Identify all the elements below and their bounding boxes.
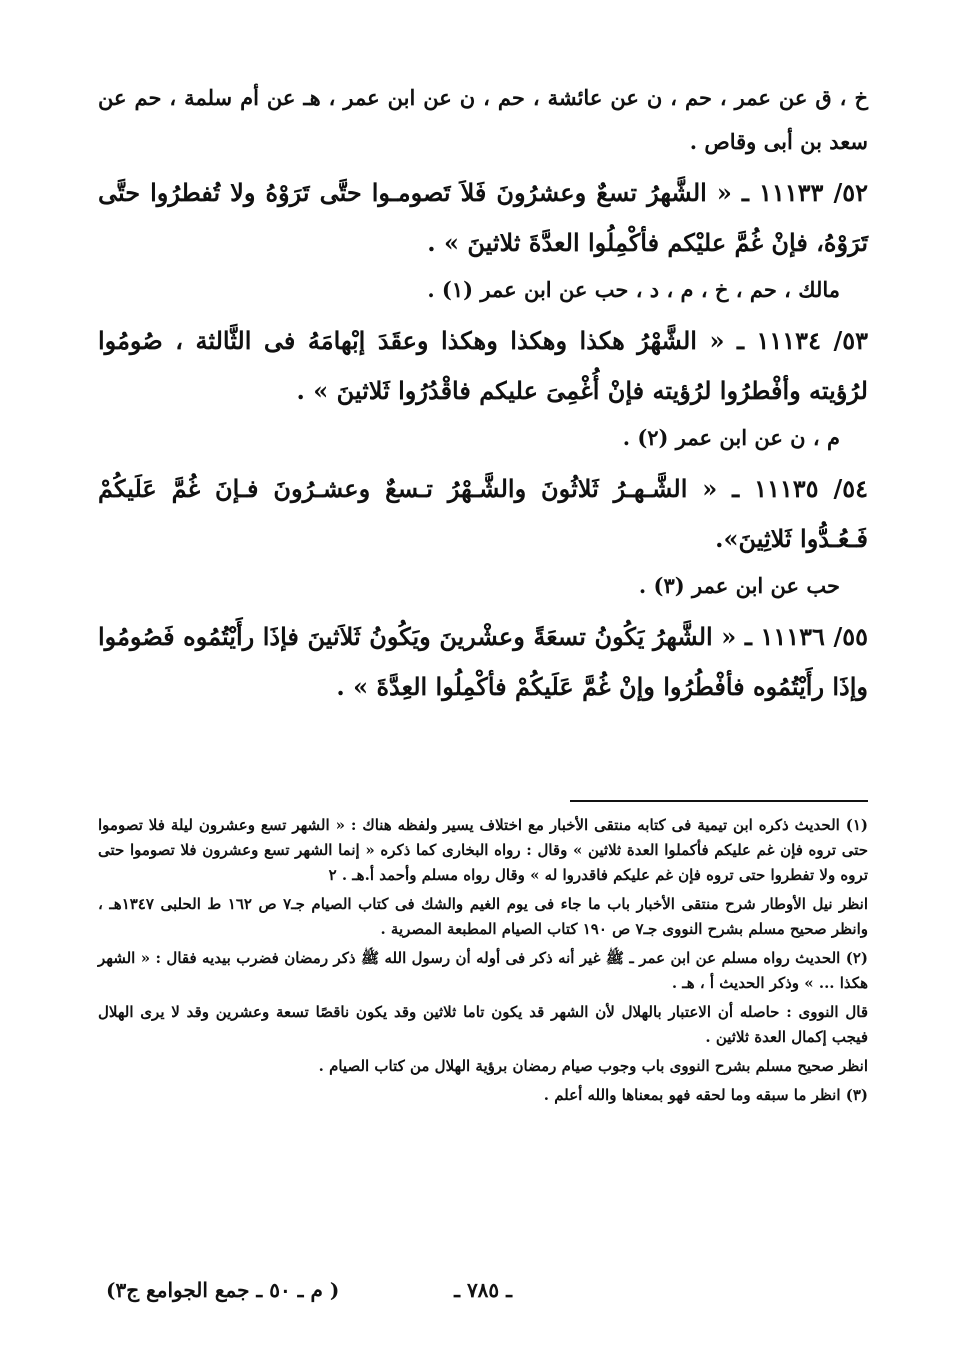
source-paragraph-1: خ ، ق عن عمر ، حم ، ن عن عائشة ، حم ، ن عن ابن عمر ، هـ عن أم سلمة ، حم عن سعد بن أبى وقاص . <box>98 85 868 154</box>
footnote-2-nawawi: قال النووى : حاصله أن الاعتبار بالهلال لأن الشهر قد يكون تاما ثلاثين وقد يكون ناقصًا تسعة وعشرين وقد لا يرى الهلال فيجب إكمال العدة ثلاثين . <box>98 1003 868 1046</box>
footnote-1: (١) الحديث ذكره ابن تيمية فى كتابه منتقى الأخبار مع اختلاف يسير ولفظه هناك : « الشهر تسع وعشرون ليلة فلا تصوموا حتى تروه فإن غم عليكم فأكملوا العدة ثلاثين » وقال : رواه البخارى كما ذكره « إنما الشهر تسع وعشرون فلا تصوموا حتى تروه ولا تفطروا حتى تروه فإن غم عليكم فاقدروا له » وقال رواه مسلم وأحمد أ.هـ . ٢ <box>98 816 868 884</box>
hadith-54: ٥٤/ ١١١٣٥ ـ « الشَّـهـرُ ثَلاثُونَ والشَّـهْرُ تـسعٌ وعشـرُونَ فـإنَ غُمَّ عَلَيكُمْ فَـعُـدُّوا ثَلاثِينَ». <box>98 474 868 553</box>
hadith-55: ٥٥/ ١١١٣٦ ـ « الشَّهرُ يَكُونُ تسعَةً وعشْرينَ ويَكُونُ ثَلاَثينَ فإذَا رأَيْتُمُوه فَصُومُوا وإذَا رأَيْتُمُوه فأفْطُرُوا وإنْ غُمَّ عَلَيكُمْ فأكْمِلُوا العِدَّةَ » . <box>98 622 868 701</box>
page-number: ـ ٧٨٥ ـ <box>454 1278 512 1302</box>
hadith-53: ٥٣/ ١١١٣٤ ـ « الشَّهْرُ هكذا وهكذا وهكذا وعقَدَ إبْهامَهُ فى الثَّالثة ، صُومُوا لرُؤيته وأفْطرُوا لرُؤيته فإنْ أُغْمِىَ عليكم فاقْدُرُوا ثَلاثينَ » . <box>98 326 869 405</box>
hadith-52: ٥٢/ ١١١٣٣ ـ « الشَّهرُ تسعٌ وعشرُونَ فَلاَ تَصومـوا حتَّى تَرَوْهُ ولا تُفطرُوا حتَّى تَرَوْهُ، فإنْ غُمَّ عليْكم فأكْمِلُوا العدَّةَ ثلاثينَ » . <box>98 178 869 257</box>
footnote-3: (٣) انظر ما سبقه وما لحقه فهو بمعناها والله أعلم . <box>543 1086 868 1104</box>
source-54: حب عن ابن عمر (٣) . <box>638 573 840 598</box>
main-text <box>98 76 868 712</box>
source-52: مالك ، حم ، خ ، م ، د ، حب عن ابن عمر (١) . <box>427 277 840 302</box>
volume-signature: ( م ـ ٥٠ ـ جمع الجوامع ج٣) <box>106 1278 340 1302</box>
footnotes <box>98 813 868 1112</box>
footnote-divider <box>570 800 868 802</box>
source-53: م ، ن عن ابن عمر (٢) . <box>622 425 840 450</box>
page-footer <box>98 1278 868 1312</box>
footnote-2: (٢) الحديث رواه مسلم عن ابن عمر ـ ﷺ غير أنه ذكر فى أوله أن رسول الله ﷺ ذكر رمضان فضرب بيديه فقال : « الشهر هكذا ... » وذكر الحديث أ ، هـ . <box>98 949 868 992</box>
footnote-2-reference: انظر صحيح مسلم بشرح النووى باب وجوب صيام رمضان برؤية الهلال من كتاب الصيام . <box>318 1057 868 1075</box>
footnote-1-reference: انظر نيل الأوطار شرح منتقى الأخبار باب ما جاء فى يوم الغيم والشك فى كتاب الصيام جـ٧ ص ١٦٢ ط الحلبى ١٣٤٧هـ ، وانظر صحيح مسلم بشرح النووى جـ٧ ص ١٩٠ كتاب الصيام المطبعة المصرية . <box>98 895 868 938</box>
